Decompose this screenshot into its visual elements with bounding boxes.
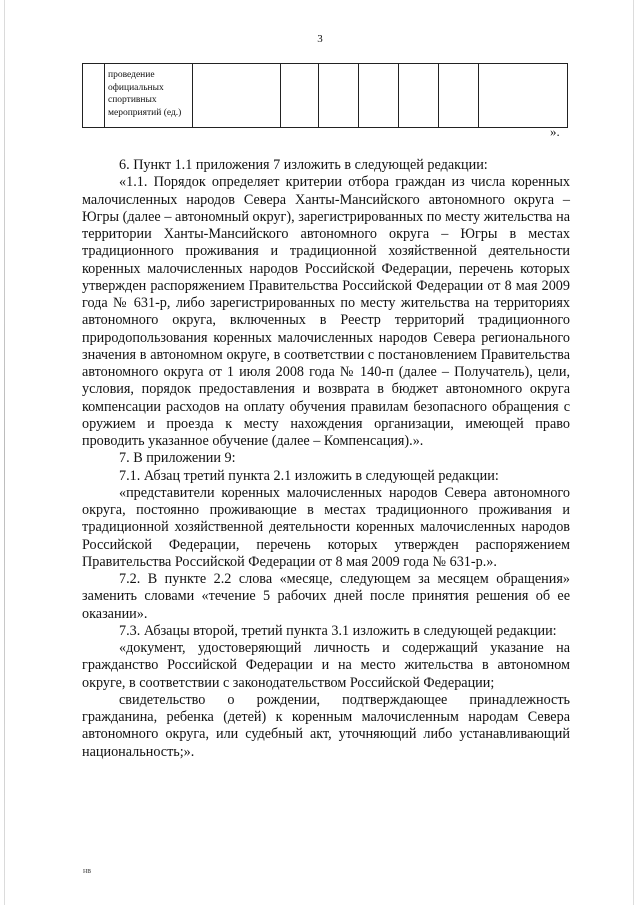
- paragraph-item-7: 7. В приложении 9:: [119, 450, 236, 467]
- table-cell: [83, 64, 105, 128]
- document-body: [82, 157, 570, 761]
- table-row-label: проведение официальных спортивных мероприятий (ед.): [105, 64, 193, 128]
- table-row: [83, 64, 568, 128]
- paragraph-identity-document: «документ, удостоверяющий личность и содержащий указание на гражданство Российской Федерации и на место жительства в автономном округе, в соответствии с законодательством Российской Федерации;: [82, 640, 570, 691]
- paragraph-representatives: «представители коренных малочисленных народов Севера автономного округа, постоянно проживающие в местах традиционного проживания и традиционной хозяйственной деятельности коренных малочисленных народов Российской Федерации, перечень которых утвержден распоряжением Правительства Российской Федерации от 8 мая 2009 года № 631-р.».: [82, 484, 570, 570]
- paragraph-item-7-1: 7.1. Абзац третий пункта 2.1 изложить в следующей редакции:: [119, 467, 499, 484]
- scan-edge-right: [633, 0, 634, 905]
- table-cell: [359, 64, 399, 128]
- table-cell: [439, 64, 479, 128]
- paragraph-item-7-3: 7.3. Абзацы второй, третий пункта 3.1 изложить в следующей редакции:: [119, 622, 557, 639]
- table-cell: [319, 64, 359, 128]
- table-cell: [193, 64, 281, 128]
- page-number: 3: [317, 33, 323, 45]
- scan-edge-left: [4, 0, 5, 905]
- table-closing-quote: ».: [550, 124, 560, 139]
- table-cell: [399, 64, 439, 128]
- paragraph-item-6: 6. Пункт 1.1 приложения 7 изложить в следующей редакции:: [119, 157, 488, 173]
- paragraph-order-1-1: «1.1. Порядок определяет критерии отбора граждан из числа коренных малочисленных народов Севера Ханты-Мансийского автономного округа – Югры (далее – автономный округ), зарегистрированных по месту жительства на территории Ханты-Мансийского автономного округа – Югры в местах традиционного проживания и традиционной хозяйственной деятельности коренных малочисленных народов Российской Федерации, перечень которых утвержден распоряжением Правительства Российской Федерации от 8 мая 2009 года № 631-р, либо зарегистрированных по месту жительства на территориях автономного округа, включенных в Реестр территорий традиционного природопользования коренных малочисленных народов Севера регионального значения в автономном округе, в соответствии с постановлением Правительства автономного округа от 1 июля 2008 года № 140-п (далее – Получатель), цели, условия, порядок предоставления и возврата в бюджет автономного округа компенсации расходов на оплату обучения правилам безопасного обращения с оружием и проезда к месту нахождения организации, имеющей право проводить указанное обучение (далее – Компенсация).».: [82, 174, 570, 449]
- paragraph-birth-certificate: свидетельство о рождении, подтверждающее принадлежность гражданина, ребенка (детей) к коренным малочисленным народам Севера автономного округа, или судебный акт, уточняющий либо устанавливающий национальность;».: [82, 691, 570, 760]
- paragraph-item-7-2: 7.2. В пункте 2.2 слова «месяце, следующем за месяцем обращения» заменить словами «течение 5 рабочих дней после принятия решения об ее оказании».: [82, 571, 570, 622]
- table-cell: [281, 64, 319, 128]
- table-cell: [479, 64, 568, 128]
- footer-initials: нв: [83, 866, 92, 875]
- indicator-table: [82, 63, 568, 128]
